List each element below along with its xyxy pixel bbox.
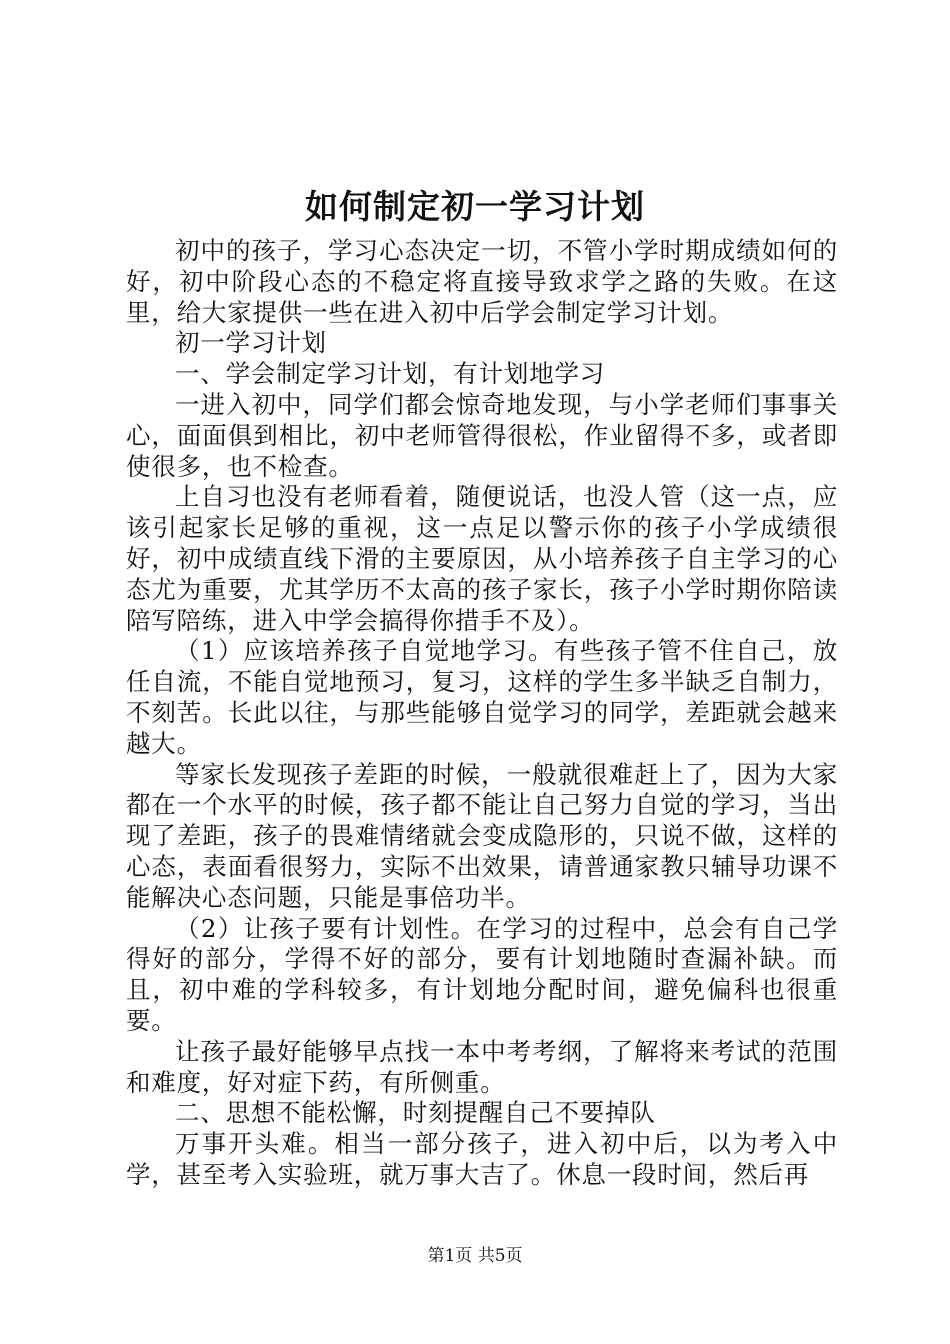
section-heading: 二、思想不能松懈，时刻提醒自己不要掉队 — [175, 1098, 656, 1128]
paragraph: 初中的孩子，学习心态决定一切，不管小学时期成绩如何的好，初中阶段心态的不稳定将直接导致求学之路的失败。在这里，给大家提供一些在进入初中后学会制定学习计划。 — [126, 236, 838, 327]
document-title: 如何制定初一学习计划 — [305, 187, 645, 226]
paragraph: （1）应该培养孩子自觉地学习。有些孩子管不住自己，放任自流，不能自觉地预习，复习，这样的学生多半缺乏自制力，不刻苦。长此以往，与那些能够自觉学习的同学，差距就会越来越大。 — [126, 636, 838, 758]
paragraph: 一进入初中，同学们都会惊奇地发现，与小学老师们事事关心，面面俱到相比，初中老师管得很松，作业留得不多，或者即使很多，也不检查。 — [126, 389, 838, 481]
section-heading: 一、学会制定学习计划，有计划地学习 — [175, 359, 606, 389]
paragraph: （2）让孩子要有计划性。在学习的过程中，总会有自己学得好的部分，学得不好的部分，要有计划地随时查漏补缺。而且，初中难的学科较多，有计划地分配时间，避免偏科也很重要。 — [126, 913, 838, 1035]
paragraph: 等家长发现孩子差距的时候，一般就很难赶上了，因为大家都在一个水平的时候，孩子都不能让自己努力自觉的学习，当出现了差距，孩子的畏难情绪就会变成隐形的，只说不做，这样的心态，表面看很努力，实际不出效果，请普通家教只辅导功课不能解决心态问题，只能是事倍功半。 — [126, 759, 838, 912]
document-body — [126, 236, 838, 1191]
page-footer: 第1页 共5页 — [427, 1246, 523, 1266]
paragraph: 让孩子最好能够早点找一本中考考纲，了解将来考试的范围和难度，好对症下药，有所侧重。 — [126, 1036, 838, 1097]
paragraph: 上自习也没有老师看着，随便说话，也没人管（这一点，应该引起家长足够的重视，这一点足以警示你的孩子小学成绩很好，初中成绩直线下滑的主要原因，从小培养孩子自主学习的心态尤为重要，尤其学历不太高的孩子家长，孩子小学时期你陪读陪写陪练，进入中学会搞得你措手不及）。 — [126, 482, 838, 635]
paragraph: 初一学习计划 — [175, 328, 327, 358]
paragraph: 万事开头难。相当一部分孩子，进入初中后，以为考入中学，甚至考入实验班，就万事大吉了。休息一段时间，然后再 — [126, 1129, 838, 1189]
